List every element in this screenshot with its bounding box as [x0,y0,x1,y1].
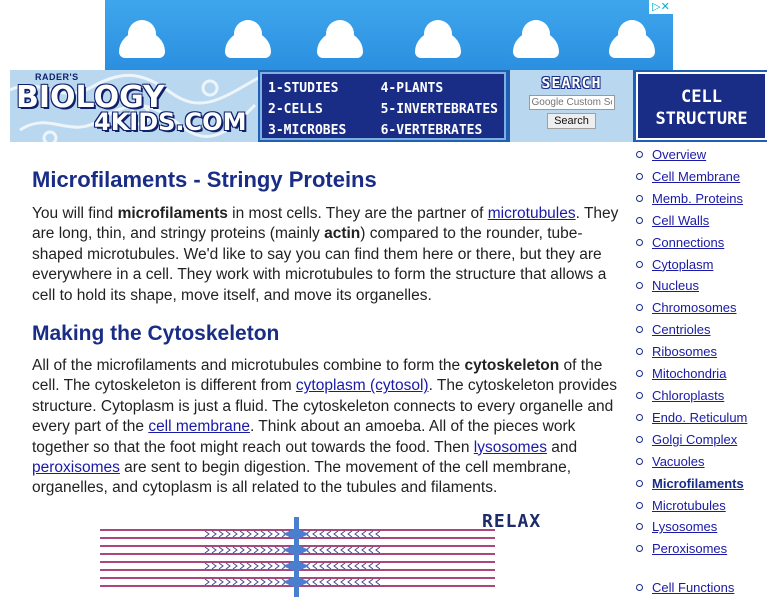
text-run: are sent to begin digestion. The movement of the cell membrane, organelles, and cytoplasm is all related to the tubules and filaments. [32,459,572,497]
actin-chevron [247,531,251,537]
site-header [10,70,767,142]
sidebar-item-label[interactable]: Microtubules [652,497,726,513]
actin-chevron [268,531,272,537]
section-badge [636,72,767,140]
sidebar-item-chloroplasts[interactable] [636,385,776,407]
cloud-shape [119,32,165,58]
actin-chevron [348,547,352,553]
sidebar-item-label[interactable]: Centrioles [652,322,711,338]
actin-chevron [233,547,237,553]
actin-chevron [275,579,279,585]
actin-chevron [240,579,244,585]
page-title: Microfilaments - Stringy Proteins [32,167,377,192]
actin-chevron [254,579,258,585]
text-run: in most cells. They are the partner of [227,205,488,222]
actin-chevron [313,531,317,537]
sidebar-item-label[interactable]: Overview [652,147,707,162]
term-bold: cytoskeleton [464,357,560,375]
actin-chevron [205,563,209,569]
actin-chevron [247,547,251,553]
sidebar-item-label[interactable]: Cell Membrane [652,168,741,184]
actin-chevron [334,547,338,553]
actin-chevron [355,547,359,553]
section-heading: Making the Cytoskeleton [32,322,280,346]
actin-chevron [334,579,338,585]
actin-chevron [254,563,258,569]
sidebar-nav [636,144,776,599]
sidebar-item-cell-functions[interactable] [636,577,776,599]
logo-title: BIOLOGY [16,80,165,115]
sidebar-item-label[interactable]: Chloroplasts [652,387,725,403]
actin-chevron [219,579,223,585]
sidebar-item-label[interactable]: Vacuoles [652,453,705,469]
sidebar-item-label[interactable]: Ribosomes [652,344,718,360]
text-run: All of the microfilaments and microtubules combine to form the [32,357,465,375]
sidebar-item-vacuoles[interactable] [636,451,776,473]
sidebar-item-label[interactable]: Connections [652,234,725,250]
actin-chevron [261,579,265,585]
sidebar-item-label[interactable]: Cytoplasm [652,256,714,272]
actin-chevron [240,547,244,553]
actin-chevron [233,531,237,537]
sidebar-item-chromosomes[interactable] [636,297,776,319]
actin-chevron [254,547,258,553]
cloud-shape [225,32,271,58]
sidebar-item-ribosomes[interactable] [636,341,776,363]
actin-chevron [205,531,209,537]
actin-chevron [341,547,345,553]
cloud-shape [513,32,559,58]
link-lysosomes[interactable]: lysosomes [473,438,547,456]
actin-chevron [327,531,331,537]
sidebar-item-endo-reticulum[interactable] [636,407,776,429]
illustration-label: RELAX [482,511,542,532]
nav-vertebrates[interactable]: 6-VERTEBRATES [380,123,483,138]
nav-plants[interactable]: 4-PLANTS [380,81,444,96]
sidebar-item-nucleus[interactable] [636,275,776,297]
actin-chevron [226,531,230,537]
sidebar-item-centrioles[interactable] [636,319,776,341]
sidebar-item-microfilaments[interactable] [636,473,776,495]
sidebar-item-label[interactable]: Cell Functions [652,580,735,596]
term-bold: actin [324,225,361,243]
actin-chevron [376,547,380,553]
text-run: You will find [32,205,118,222]
nav-cells[interactable]: 2-CELLS [268,102,323,117]
actin-chevron [240,531,244,537]
actin-chevron [268,579,272,585]
actin-chevron [327,579,331,585]
sidebar-item-cell-membrane[interactable] [636,166,776,188]
sidebar-item-label[interactable]: Cell Walls [652,212,710,228]
term-bold: microfilaments [117,205,228,222]
text-run: and [546,438,578,456]
sidebar-extra-list [636,577,776,599]
logo-tagline: RADER'S [35,72,79,82]
actin-chevron [355,579,359,585]
actin-chevron [313,579,317,585]
actin-chevron [341,531,345,537]
link-microtubules[interactable]: microtubules [487,205,576,222]
site-logo[interactable] [10,70,258,142]
actin-chevron [254,531,258,537]
actin-chevron [226,579,230,585]
actin-chevron [205,579,209,585]
text-run: . They are long, thin, and stringy proteins (mainly [32,205,619,243]
sidebar-item-mitochondria[interactable] [636,363,776,385]
cytoskeleton-paragraph [32,356,622,499]
actin-chevron [334,563,338,569]
actin-chevron [212,547,216,553]
actin-chevron [219,563,223,569]
sidebar-item-cytoplasm[interactable] [636,254,776,276]
sidebar-item-label[interactable]: Endo. Reticulum [652,409,748,425]
sidebar-item-label[interactable]: Golgi Complex [652,431,738,447]
actin-chevron [212,563,216,569]
actin-chevron [247,579,251,585]
cloud-shape [415,32,461,58]
link-peroxisomes[interactable]: peroxisomes [32,459,120,477]
actin-chevron [226,563,230,569]
actin-chevron [226,547,230,553]
actin-chevron [362,547,366,553]
sidebar-list [636,144,776,560]
sidebar-item-label[interactable]: Lysosomes [652,519,718,535]
ad-banner-area [0,0,777,70]
actin-chevron [212,531,216,537]
actin-chevron [348,563,352,569]
actin-chevron [247,563,251,569]
logo-subtitle: 4KIDS.COM [94,108,247,136]
actin-chevron [233,563,237,569]
sidebar-item-overview[interactable] [636,144,776,166]
actin-chevron [376,531,380,537]
actin-chevron [261,563,265,569]
actin-chevron [369,563,373,569]
actin-chevron [275,563,279,569]
actin-chevron [369,547,373,553]
sidebar-item-peroxisomes[interactable] [636,538,776,560]
sidebar-item-label[interactable]: Nucleus [652,278,699,294]
actin-chevron [219,531,223,537]
actin-chevron [369,531,373,537]
sidebar-item-label[interactable]: Mitochondria [652,366,727,382]
intro-paragraph [32,204,622,306]
actin-chevron [320,547,324,553]
sidebar-item-cell-walls[interactable] [636,210,776,232]
actin-chevron [369,579,373,585]
topic-navigation [260,72,506,140]
actin-chevron [261,547,265,553]
text-run: . The cytoskeleton provides structure. Cytoplasm is just a fluid. The cytoskeleton connects to every organelle and every part of the [32,377,617,436]
actin-chevron [376,563,380,569]
actin-chevron [275,531,279,537]
sidebar-item-memb-proteins[interactable] [636,188,776,210]
actin-chevron [205,547,209,553]
actin-chevron [341,563,345,569]
sidebar-item-label[interactable]: Microfilaments [652,475,744,491]
actin-chevron [313,563,317,569]
text-run: ) compared to the rounder, tube-shaped microtubules. We'd like to say you can find them here or there, but they are everywhere in a cell. They work with microtubules to form the structure that allows a cell to hold its shape, move itself, and move its organelles. [32,225,607,304]
sidebar-item-microtubules[interactable] [636,495,776,517]
link-cytoplasm[interactable]: cytoplasm (cytosol) [295,377,429,395]
nav-microbes[interactable]: 3-MICROBES [268,123,347,138]
actin-chevron [362,563,366,569]
actin-chevron [261,531,265,537]
cloud-shape [317,32,363,58]
search-input[interactable] [529,95,615,110]
actin-chevron [320,531,324,537]
actin-chevron [355,531,359,537]
advertisement-banner[interactable] [105,0,673,70]
actin-chevron [233,579,237,585]
nav-studies[interactable]: 1-STUDIES [268,81,339,96]
actin-chevron [362,531,366,537]
actin-chevron [341,579,345,585]
actin-chevron [219,547,223,553]
actin-chevron [348,531,352,537]
actin-chevron [275,547,279,553]
sidebar-item-connections[interactable] [636,232,776,254]
main-content [32,150,622,499]
sidebar-item-lysosomes[interactable] [636,516,776,538]
section-badge-line: STRUCTURE [655,109,748,129]
nav-invertebrates[interactable]: 5-INVERTEBRATES [380,102,498,117]
actin-chevron [376,579,380,585]
actin-chevron [348,579,352,585]
actin-chevron [268,547,272,553]
actin-chevron [268,563,272,569]
actin-chevron [240,563,244,569]
ad-choices-icon[interactable]: ▷✕ [649,0,673,14]
search-button[interactable]: Search [547,113,596,129]
actin-chevron [320,579,324,585]
link-cell-membrane[interactable]: cell membrane [148,418,250,436]
sidebar-item-label[interactable]: Chromosomes [652,300,737,316]
actin-chevron [334,531,338,537]
section-badge-line: CELL [681,87,722,107]
text-run: of the cell. The cytoskeleton is different from [32,357,603,395]
text-run: . Think about an amoeba. All of the pieces work together so that the foot might reach out towards the food. Then [32,418,576,456]
actin-chevron [327,547,331,553]
actin-chevron [355,563,359,569]
actin-chevron [362,579,366,585]
sidebar-item-label[interactable]: Memb. Proteins [652,190,744,206]
cloud-shape [609,32,655,58]
search-heading: SEARCH [541,74,602,92]
search-box [510,70,633,142]
actin-chevron [313,547,317,553]
sidebar-item-golgi-complex[interactable] [636,429,776,451]
actin-chevron [212,579,216,585]
sidebar-item-label[interactable]: Peroxisomes [652,541,728,557]
actin-chevron [320,563,324,569]
actin-chevron [327,563,331,569]
microfilament-illustration [95,505,565,600]
